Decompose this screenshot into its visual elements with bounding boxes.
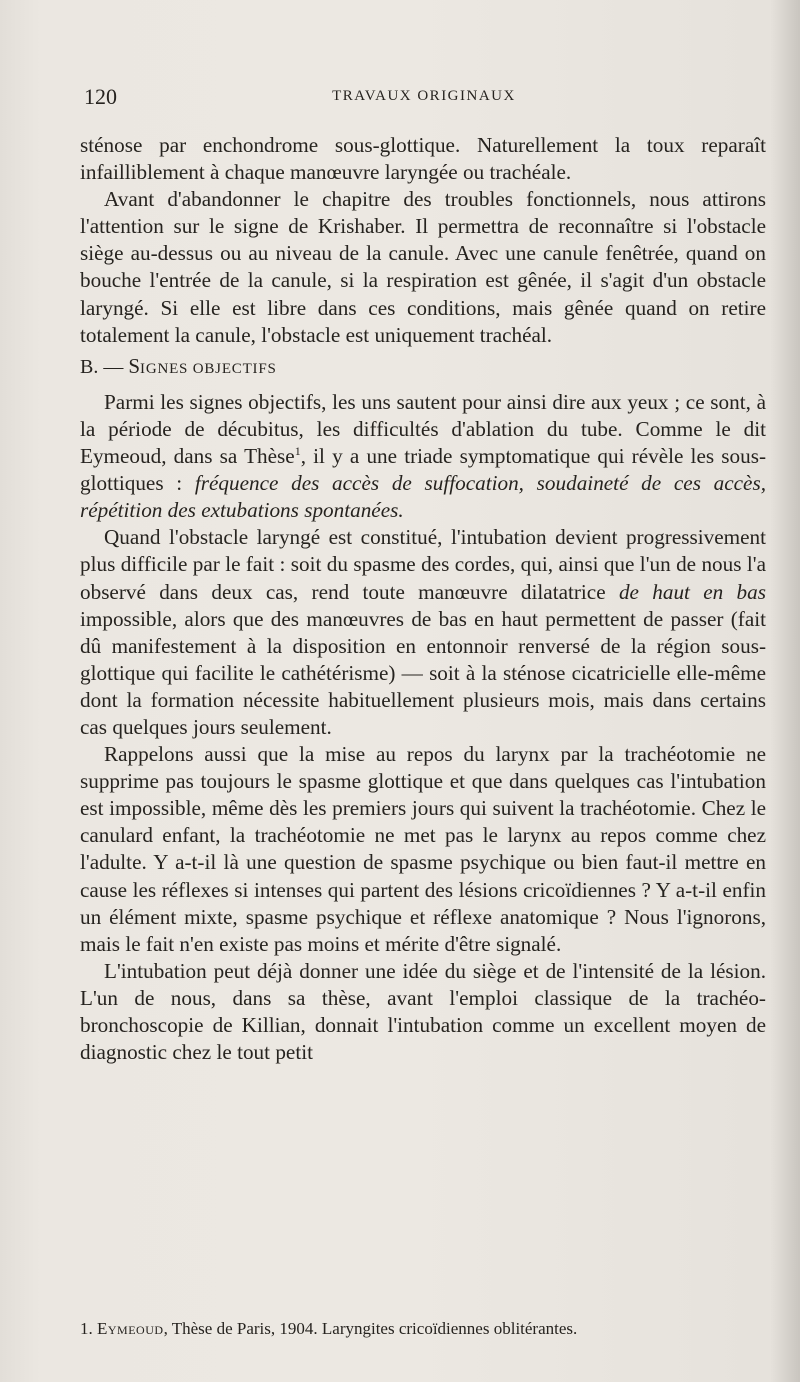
footnote-author: Eymeoud [97,1319,164,1338]
section-heading [80,353,766,383]
section-title: IGNES OBJECTIFS [140,360,277,377]
paragraph-4 [80,524,766,741]
page-header [84,84,764,114]
page-number: 120 [84,84,117,109]
paragraph-5: Rappelons aussi que la mise au repos du larynx par la trachéotomie ne supprime pas toujours le spasme glottique et que dans quelques cas l'intubation est impossible, même dès les premiers jours qui suivent la trachéotomie. Chez le canulard enfant, la trachéotomie ne met pas le larynx au repos comme chez l'adulte. Y a-t-il là une question de spasme psychique ou bien faut-il mettre en cause les réflexes si intenses qui partent des lésions cricoïdiennes ? Y a-t-il enfin un élément mixte, spasme psychique et réflexe anatomique ? Nous l'ignorons, mais le fait n'en existe pas moins et mérite d'être signalé. [80,742,766,956]
paragraph-2: Avant d'abandonner le chapitre des troubles fonctionnels, nous attirons l'attention sur le signe de Krishaber. Il permettra de reconnaître si l'obstacle siège au-dessus ou au niveau de la canule. Avec une canule fenêtrée, quand on bouche l'entrée de la canule, si la respiration est gênée, il s'agit d'un obstacle laryngé. Si elle est libre dans ces conditions, mais gênée quand on retire totalement la canule, l'obstacle est uniquement trachéal. [80,187,766,347]
paragraph-4-text-a: Quand l'obstacle laryngé est constitué, l'intubation devient progressivement plus difficile par le fait : soit du spasme des cordes, qui, ainsi que l'un de nous l'a observé dans deux cas, rend toute manœuvre dilatatrice [80,525,766,604]
running-title: TRAVAUX ORIGINAUX [332,88,516,104]
section-cap: S [128,353,141,378]
section-letter: B. — [80,355,124,378]
body-text [80,132,766,1066]
paragraph-3-text-a: Parmi les signes objectifs, les uns sautent pour ainsi dire aux yeux ; ce sont, à la période de décubitus, les difficultés d'ablation du tube. Comme le dit Eymeoud, dans sa Thèse [80,389,766,469]
paragraph-3-text-b: , il y a une triade symptomatique qui révèle les sous-glottiques : [80,444,766,496]
footnote-number: 1. [80,1319,93,1338]
paragraph-4-italic: de haut en bas [618,579,766,604]
paragraph-4-text-b: impossible, alors que des manœuvres de bas en haut permettent de passer (fait dû manifestement à la disposition en entonnoir renversé de la région sous-glottique qui facilite le cathétérisme) — soit à la sténose cicatricielle elle-même dont la formation nécessite habituellement plusieurs mois, mais dans certains cas quelques jours seulement. [80,606,766,739]
paragraph-6: L'intubation peut déjà donner une idée du siège et de l'intensité de la lésion. L'un de nous, dans sa thèse, avant l'emploi classique de la trachéo-bronchoscopie de Killian, donnait l'intubation comme un excellent moyen de diagnostic chez le tout petit [80,958,766,1065]
footnote-marker: 1 [294,443,301,458]
footnote [80,1318,766,1340]
paragraph-1: sténose par enchondrome sous-glottique. Naturellement la toux reparaît infailliblement à chaque manœuvre laryngée ou trachéale. [80,133,766,185]
footnote-text: , Thèse de Paris, 1904. Laryngites cricoïdiennes oblitérantes. [163,1319,578,1338]
paragraph-3 [80,389,766,524]
paragraph-3-italic: fréquence des accès de suffocation, soudaineté de ces accès, répétition des extubations spontanées. [80,471,766,523]
